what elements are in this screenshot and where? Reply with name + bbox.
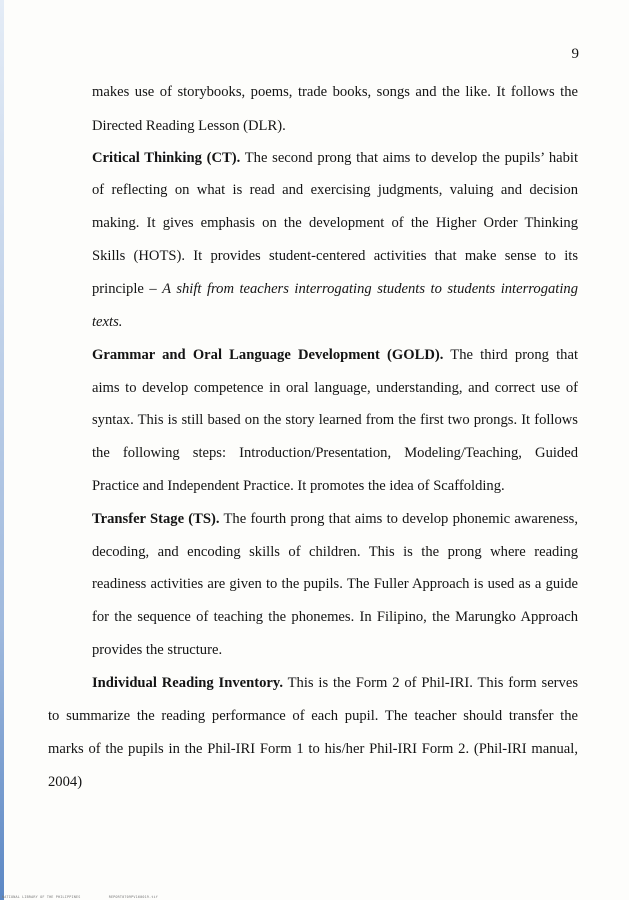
footer-library: NATIONAL LIBRARY OF THE PHILIPPINES <box>2 895 81 899</box>
footer-filename: REPORT0709PV160019.tif <box>108 895 159 899</box>
text-line: the following steps: Introduction/Presentation, Modeling/Teaching, Guided <box>92 445 578 461</box>
scan-footer <box>2 895 184 899</box>
text-line: makes use of storybooks, poems, trade books, songs and the like. It follows the <box>92 84 578 100</box>
text-line-ct-1 <box>92 148 578 168</box>
text-line: Practice and Independent Practice. It promotes the idea of Scaffolding. <box>92 478 505 494</box>
text-line: making. It gives emphasis on the development of the Higher Order Thinking <box>92 215 578 231</box>
text-line-iri-1 <box>92 673 578 693</box>
italic-quote: A shift from teachers interrogating students to students interrogating <box>162 281 579 297</box>
text-line-ct-5 <box>92 279 578 299</box>
heading-individual-reading-inventory: Individual Reading Inventory. <box>92 675 283 691</box>
text-line: decoding, and encoding skills of children. This is the prong where reading <box>92 544 578 560</box>
text-line: to summarize the reading performance of each pupil. The teacher should transfer the <box>48 708 578 724</box>
text-line-ts-1 <box>92 509 578 529</box>
text-line: 2004) <box>48 774 83 790</box>
text-line: Directed Reading Lesson (DLR). <box>92 118 286 134</box>
text-line: provides the structure. <box>92 642 223 658</box>
text-span: This is the Form 2 of Phil-IRI. This form serves <box>287 675 578 691</box>
text-line: aims to develop competence in oral language, understanding, and correct use of <box>92 380 578 396</box>
heading-gold: Grammar and Oral Language Development (GOLD). <box>92 347 444 363</box>
heading-transfer-stage: Transfer Stage (TS). <box>92 511 220 527</box>
scan-edge <box>0 0 4 900</box>
text-line: syntax. This is still based on the story learned from the first two prongs. It follows <box>92 412 578 428</box>
text-span: The fourth prong that aims to develop phonemic awareness, <box>223 511 578 527</box>
text-line: readiness activities are given to the pupils. The Fuller Approach is used as a guide <box>92 576 578 592</box>
text-span: principle – <box>92 281 163 297</box>
text-line: marks of the pupils in the Phil-IRI Form 1 to his/her Phil-IRI Form 2. (Phil-IRI manual, <box>48 741 578 757</box>
text-span: The second prong that aims to develop the pupils’ habit <box>244 150 578 166</box>
heading-critical-thinking: Critical Thinking (CT). <box>92 150 241 166</box>
page-number: 9 <box>571 46 579 62</box>
text-line-gold-1 <box>92 345 578 365</box>
text-line: of reflecting on what is read and exercising judgments, valuing and decision <box>92 182 578 198</box>
text-line: texts. <box>92 314 123 330</box>
text-line: for the sequence of teaching the phonemes. In Filipino, the Marungko Approach <box>92 609 578 625</box>
text-span: The third prong that <box>450 347 578 363</box>
text-line: Skills (HOTS). It provides student-centered activities that make sense to its <box>92 248 578 264</box>
